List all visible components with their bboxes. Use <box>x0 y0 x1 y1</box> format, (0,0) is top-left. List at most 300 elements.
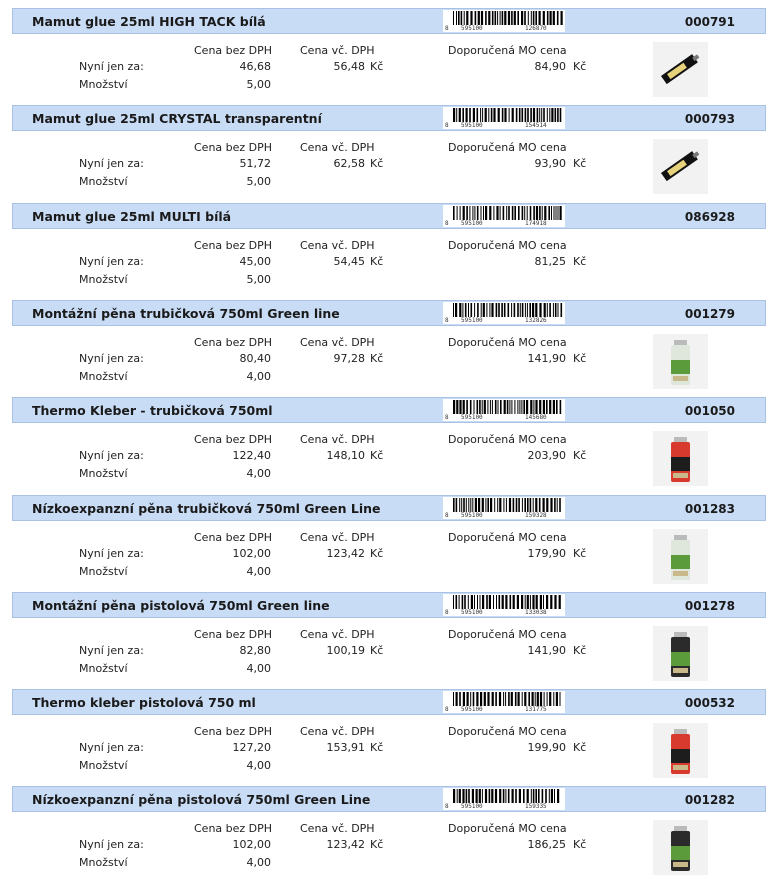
label-quantity: Množství <box>79 759 128 772</box>
barcode-bar <box>481 206 482 220</box>
barcode-bar <box>470 498 471 512</box>
barcode-bar <box>511 692 513 706</box>
barcode-bar <box>485 108 487 122</box>
price-incl-vat: 56,48 <box>333 60 365 73</box>
barcode-digits-left: 595100 <box>461 317 483 324</box>
barcode-bar <box>514 303 516 317</box>
product-name[interactable]: Montážní pěna trubičková 750ml Green line <box>32 306 340 321</box>
barcode-bar <box>493 595 494 609</box>
price-incl-vat: 100,19 <box>326 644 365 657</box>
barcode-bar <box>491 789 493 803</box>
product-card <box>0 681 778 778</box>
barcode-bar <box>456 692 458 706</box>
barcode-bar <box>504 303 506 317</box>
label-quantity: Množství <box>79 370 128 383</box>
product-card <box>0 584 778 681</box>
product-header[interactable] <box>12 495 766 521</box>
product-name[interactable]: Montážní pěna pistolová 750ml Green line <box>32 598 330 613</box>
barcode-bar <box>517 11 519 25</box>
barcode-bar <box>464 11 465 25</box>
quantity-value: 4,00 <box>246 662 271 675</box>
barcode-digit-prefix: 8 <box>445 706 449 713</box>
product-thumbnail <box>653 139 708 194</box>
barcode-bar <box>506 498 507 512</box>
barcode-bar <box>477 595 478 609</box>
barcode-bar <box>459 789 461 803</box>
price-excl-vat: 46,68 <box>239 60 271 73</box>
barcode-bar <box>549 303 551 317</box>
barcode-bar <box>477 206 479 220</box>
product-image[interactable] <box>653 529 708 584</box>
barcode-bar <box>519 108 521 122</box>
product-image[interactable] <box>653 431 708 486</box>
barcode-bar <box>487 400 488 414</box>
label-quantity: Množství <box>79 467 128 480</box>
barcode-bar <box>546 498 548 512</box>
barcode-bar <box>505 789 506 803</box>
barcode-bar <box>559 498 561 512</box>
barcode-bar <box>485 11 487 25</box>
price-excl-vat: 45,00 <box>239 255 271 268</box>
barcode-digits-left: 595100 <box>461 414 483 421</box>
barcode-bar <box>527 789 529 803</box>
barcode-bar <box>554 206 555 220</box>
barcode-bar <box>555 303 557 317</box>
barcode-bar <box>548 206 550 220</box>
barcode-bar <box>533 400 534 414</box>
header-recommended-price: Doporučená MO cena <box>448 725 567 738</box>
barcode-bar <box>544 206 546 220</box>
barcode-bar <box>463 400 465 414</box>
barcode-bar <box>527 108 529 122</box>
barcode-bar <box>504 11 506 25</box>
barcode-bar <box>531 789 532 803</box>
quantity-value: 5,00 <box>246 78 271 91</box>
barcode-bar <box>482 400 483 414</box>
product-name[interactable]: Nízkoexpanzní pěna trubičková 750ml Green Line <box>32 501 381 516</box>
barcode-bar <box>474 303 475 317</box>
product-name[interactable]: Mamut glue 25ml CRYSTAL transparentní <box>32 111 322 126</box>
product-thumbnail <box>653 626 708 681</box>
barcode-bar <box>475 11 477 25</box>
header-price-incl-vat: Cena vč. DPH <box>300 628 375 641</box>
barcode-bar <box>549 400 551 414</box>
barcode-bar <box>472 789 474 803</box>
product-thumbnail <box>653 42 708 97</box>
barcode-bar <box>525 595 526 609</box>
product-image[interactable] <box>653 334 708 389</box>
recommended-price: 179,90 <box>527 547 566 560</box>
price-excl-vat: 82,80 <box>239 644 271 657</box>
barcode-bars <box>453 789 563 803</box>
barcode-bar <box>479 400 481 414</box>
barcode-bar <box>522 206 524 220</box>
barcode-digits-left: 595100 <box>461 706 483 713</box>
label-quantity: Množství <box>79 662 128 675</box>
header-price-excl-vat: Cena bez DPH <box>194 433 273 446</box>
barcode-bar <box>453 206 455 220</box>
barcode-bar <box>496 206 498 220</box>
product-code: 001278 <box>684 599 735 613</box>
barcode-bar <box>477 400 479 414</box>
product-name[interactable]: Nízkoexpanzní pěna pistolová 750ml Green Line <box>32 792 371 807</box>
price-excl-vat: 122,40 <box>232 449 271 462</box>
barcode-bar <box>543 595 544 609</box>
barcode-digits-right: 126870 <box>525 25 547 32</box>
recommended-price: 186,25 <box>527 838 566 851</box>
barcode-bar <box>495 789 497 803</box>
barcode-bars <box>453 692 563 706</box>
barcode-bar <box>499 692 501 706</box>
label-now-only: Nyní jen za: <box>79 352 144 365</box>
barcode-bar <box>551 206 552 220</box>
barcode-bar <box>480 108 481 122</box>
barcode-digits-left: 595100 <box>461 25 483 32</box>
quantity-value: 5,00 <box>246 175 271 188</box>
barcode-bar <box>512 206 514 220</box>
barcode-bar <box>546 595 548 609</box>
barcode-bar <box>518 206 520 220</box>
barcode-digits-left: 595100 <box>461 803 483 810</box>
barcode-bar <box>490 400 491 414</box>
product-header[interactable] <box>12 397 766 423</box>
barcode-bar <box>493 206 494 220</box>
barcode-bar <box>479 789 481 803</box>
product-header[interactable] <box>12 105 766 131</box>
barcode-digit-prefix: 8 <box>445 512 449 519</box>
barcode-bar <box>539 498 541 512</box>
header-recommended-price: Doporučená MO cena <box>448 628 567 641</box>
barcode-bar <box>509 400 510 414</box>
barcode-bar <box>554 789 555 803</box>
barcode-bar <box>455 303 457 317</box>
barcode-bar <box>550 498 552 512</box>
barcode-digits-right: 145680 <box>525 414 547 421</box>
barcode-bar <box>532 303 534 317</box>
currency-label: Kč <box>573 157 587 170</box>
barcode-bar <box>498 303 500 317</box>
barcode-bar <box>475 498 477 512</box>
header-price-excl-vat: Cena bez DPH <box>194 44 273 57</box>
barcode-bar <box>522 303 524 317</box>
barcode-bar <box>480 692 482 706</box>
barcode-bars <box>453 400 563 414</box>
barcode-bar <box>537 108 539 122</box>
barcode-digit-prefix: 8 <box>445 220 449 227</box>
header-price-excl-vat: Cena bez DPH <box>194 239 273 252</box>
barcode-bar <box>525 303 526 317</box>
barcode-bar <box>487 692 489 706</box>
barcode-bar <box>482 108 483 122</box>
barcode-bar <box>511 400 512 414</box>
barcode-bar <box>502 595 504 609</box>
barcode-bar <box>469 108 471 122</box>
barcode-bar <box>488 108 489 122</box>
currency-label: Kč <box>573 449 587 462</box>
barcode-bar <box>554 498 556 512</box>
barcode-bar <box>500 206 501 220</box>
currency-label: Kč <box>370 547 384 560</box>
barcode-bar <box>549 692 551 706</box>
product-code: 001279 <box>684 307 735 321</box>
product-image[interactable] <box>653 626 708 681</box>
barcode-bar <box>531 11 532 25</box>
product-image[interactable] <box>653 139 708 194</box>
barcode-bar <box>554 595 556 609</box>
barcode-bar <box>555 108 557 122</box>
barcode-bar <box>559 595 561 609</box>
barcode-bar <box>522 498 523 512</box>
label-now-only: Nyní jen za: <box>79 838 144 851</box>
barcode-digit-prefix: 8 <box>445 803 449 810</box>
barcode-bar <box>560 108 562 122</box>
barcode-bar <box>459 400 461 414</box>
barcode-bar <box>456 595 458 609</box>
barcode-bar <box>508 692 510 706</box>
barcode-image <box>443 302 565 324</box>
barcode-bar <box>539 303 541 317</box>
header-price-incl-vat: Cena vč. DPH <box>300 141 375 154</box>
barcode-bar <box>553 400 555 414</box>
barcode-bar <box>506 206 507 220</box>
price-excl-vat: 102,00 <box>232 547 271 560</box>
barcode-bar <box>491 303 493 317</box>
price-incl-vat: 123,42 <box>326 838 365 851</box>
barcode-bar <box>470 692 471 706</box>
barcode-bar <box>513 498 515 512</box>
barcode-digit-prefix: 8 <box>445 25 449 32</box>
product-image[interactable] <box>653 723 708 778</box>
currency-label: Kč <box>573 255 587 268</box>
barcode-bar <box>456 498 458 512</box>
barcode-bar <box>482 789 483 803</box>
barcode-bar <box>543 108 545 122</box>
barcode-bar <box>495 11 497 25</box>
barcode-bar <box>505 595 507 609</box>
barcode-bar <box>524 692 526 706</box>
barcode-bar <box>486 595 488 609</box>
barcode-bar <box>463 206 465 220</box>
product-image[interactable] <box>653 820 708 875</box>
barcode-bar <box>541 108 542 122</box>
barcode-bar <box>466 789 468 803</box>
barcode-bar <box>519 789 521 803</box>
barcode-bar <box>520 303 521 317</box>
barcode-bar <box>497 498 498 512</box>
barcode-bar <box>551 108 553 122</box>
barcode-bar <box>489 303 490 317</box>
barcode-bar <box>463 692 465 706</box>
currency-label: Kč <box>370 352 384 365</box>
barcode-bar <box>466 498 467 512</box>
barcode-bar <box>470 11 472 25</box>
barcode-bar <box>524 206 525 220</box>
barcode-bar <box>527 303 528 317</box>
barcode-bar <box>508 303 510 317</box>
barcode-bar <box>532 595 534 609</box>
barcode-bar <box>458 11 460 25</box>
product-card <box>0 0 778 97</box>
barcode-bars <box>453 498 563 512</box>
barcode-bar <box>539 108 540 122</box>
barcode-bar <box>489 595 491 609</box>
header-price-incl-vat: Cena vč. DPH <box>300 531 375 544</box>
barcode-bar <box>547 108 548 122</box>
barcode-digits-right: 174918 <box>525 220 547 227</box>
product-header[interactable] <box>12 592 766 618</box>
barcode-bar <box>550 11 552 25</box>
barcode-bar <box>494 498 495 512</box>
product-header[interactable] <box>12 8 766 34</box>
barcode-bar <box>500 400 502 414</box>
product-card <box>0 389 778 486</box>
product-name[interactable]: Mamut glue 25ml MULTI bílá <box>32 209 232 224</box>
barcode-bar <box>533 498 534 512</box>
barcode-bar <box>511 303 512 317</box>
header-price-incl-vat: Cena vč. DPH <box>300 44 375 57</box>
header-price-excl-vat: Cena bez DPH <box>194 141 273 154</box>
price-incl-vat: 148,10 <box>326 449 365 462</box>
product-header[interactable] <box>12 786 766 812</box>
barcode-image <box>443 691 565 713</box>
header-price-excl-vat: Cena bez DPH <box>194 628 273 641</box>
label-quantity: Množství <box>79 273 128 286</box>
product-header[interactable] <box>12 203 766 229</box>
barcode-bar <box>539 400 541 414</box>
barcode-bar <box>502 11 504 25</box>
barcode-bar <box>478 498 480 512</box>
barcode-bar <box>508 11 510 25</box>
barcode-digit-prefix: 8 <box>445 122 449 129</box>
barcode-bar <box>466 108 468 122</box>
barcode-digit-prefix: 8 <box>445 609 449 616</box>
barcode-digits-left: 595100 <box>461 512 483 519</box>
barcode-digits-right: 154514 <box>525 122 547 129</box>
barcode-bar <box>459 498 460 512</box>
barcode-bar <box>510 595 512 609</box>
barcode-bar <box>468 789 470 803</box>
header-price-incl-vat: Cena vč. DPH <box>300 433 375 446</box>
barcode-bar <box>517 595 519 609</box>
currency-label: Kč <box>370 157 384 170</box>
barcode-bar <box>533 206 535 220</box>
barcode-bar <box>472 498 473 512</box>
barcode-bar <box>533 11 535 25</box>
barcode-bar <box>557 11 559 25</box>
barcode-bar <box>488 11 490 25</box>
product-image[interactable] <box>653 42 708 97</box>
barcode-bar <box>453 400 455 414</box>
barcode-bar <box>487 498 489 512</box>
barcode-bar <box>561 303 563 317</box>
barcode-bar <box>461 498 462 512</box>
price-excl-vat: 127,20 <box>232 741 271 754</box>
currency-label: Kč <box>573 838 587 851</box>
barcode-bar <box>547 11 549 25</box>
label-now-only: Nyní jen za: <box>79 741 144 754</box>
barcode-bar <box>485 206 487 220</box>
barcode-bar <box>464 595 466 609</box>
barcode-bar <box>516 108 518 122</box>
barcode-bar <box>484 400 486 414</box>
barcode-bar <box>537 692 539 706</box>
currency-label: Kč <box>370 255 384 268</box>
barcode-bar <box>522 692 523 706</box>
barcode-bar <box>558 303 559 317</box>
barcode-bar <box>547 303 548 317</box>
barcode-bar <box>462 108 464 122</box>
product-code: 001282 <box>684 793 735 807</box>
product-header[interactable] <box>12 300 766 326</box>
barcode-bar <box>490 498 492 512</box>
barcode-bar <box>514 206 516 220</box>
label-now-only: Nyní jen za: <box>79 644 144 657</box>
barcode-bar <box>513 595 515 609</box>
label-now-only: Nyní jen za: <box>79 449 144 462</box>
price-excl-vat: 51,72 <box>239 157 271 170</box>
price-excl-vat: 80,40 <box>239 352 271 365</box>
barcode-bar <box>486 303 487 317</box>
product-name[interactable]: Mamut glue 25ml HIGH TACK bílá <box>32 14 266 29</box>
barcode-bar <box>530 206 532 220</box>
barcode-bar <box>557 108 559 122</box>
barcode-bar <box>485 498 486 512</box>
barcode-digits-right: 159335 <box>525 803 547 810</box>
barcode-bar <box>556 400 558 414</box>
barcode-bar <box>514 11 516 25</box>
currency-label: Kč <box>573 644 587 657</box>
barcode-bar <box>476 692 478 706</box>
barcode-bar <box>517 303 519 317</box>
barcode-bar <box>515 789 517 803</box>
quantity-value: 4,00 <box>246 856 271 869</box>
barcode-bar <box>469 206 470 220</box>
barcode-bar <box>560 206 562 220</box>
barcode-bar <box>480 595 481 609</box>
barcode-bar <box>521 400 522 414</box>
product-name[interactable]: Thermo Kleber - trubičková 750ml <box>32 403 273 418</box>
header-price-incl-vat: Cena vč. DPH <box>300 822 375 835</box>
header-recommended-price: Doporučená MO cena <box>448 433 567 446</box>
product-name[interactable]: Thermo kleber pistolová 750 ml <box>32 695 256 710</box>
price-excl-vat: 102,00 <box>232 838 271 851</box>
barcode-bar <box>466 11 468 25</box>
barcode-bar <box>539 11 541 25</box>
barcode-bar <box>542 789 544 803</box>
label-quantity: Množství <box>79 856 128 869</box>
barcode-bar <box>521 595 523 609</box>
barcode-bar <box>560 692 561 706</box>
header-price-incl-vat: Cena vč. DPH <box>300 239 375 252</box>
barcode-bar <box>535 692 536 706</box>
label-now-only: Nyní jen za: <box>79 255 144 268</box>
barcode-bar <box>535 303 537 317</box>
product-header[interactable] <box>12 689 766 715</box>
barcode-bar <box>528 11 529 25</box>
recommended-price: 199,90 <box>527 741 566 754</box>
barcode-bars <box>453 595 563 609</box>
barcode-bar <box>518 498 520 512</box>
barcode-bar <box>553 11 555 25</box>
header-recommended-price: Doporučená MO cena <box>448 822 567 835</box>
barcode-bar <box>530 595 531 609</box>
barcode-bars <box>453 303 563 317</box>
quantity-value: 4,00 <box>246 467 271 480</box>
barcode-bar <box>528 692 530 706</box>
barcode-bar <box>503 498 504 512</box>
product-code: 086928 <box>684 210 735 224</box>
barcode-bar <box>473 108 475 122</box>
